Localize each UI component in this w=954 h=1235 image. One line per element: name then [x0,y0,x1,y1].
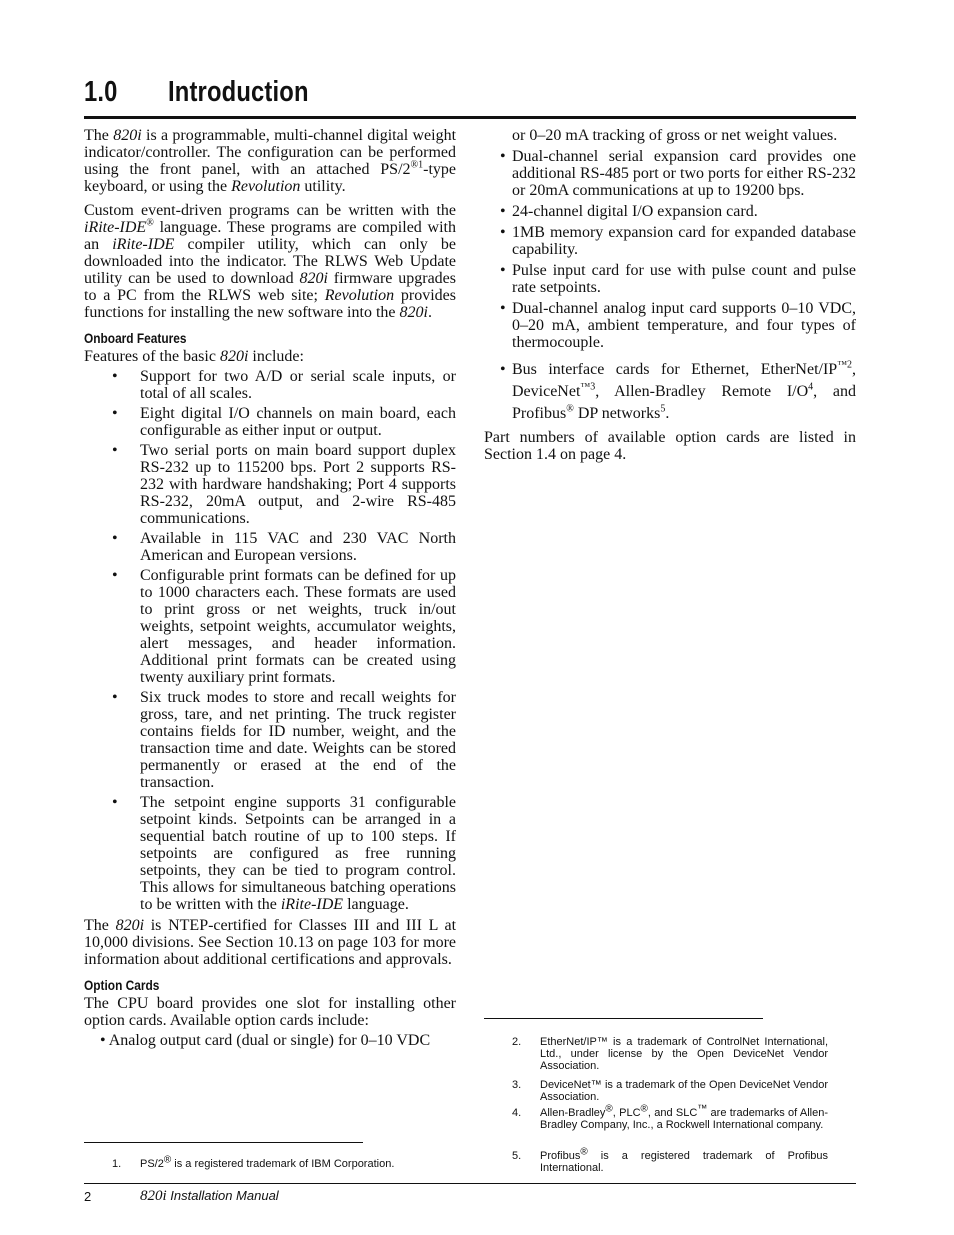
onboard-feature-list [84,368,456,913]
footnote-5: 5. Profibus® is a registered trademark of Profibus International. [512,1146,828,1174]
list-item: • Bus interface cards for Ethernet, EtherNet/$IP^{™2}$, DeviceNet$^{™3}$, Allen-Bradley Remote $I/O^4$, and Profibus® DP networks$^5$. [500,359,856,422]
footnote-2: 2. EtherNet/IP™ is a trademark of ControlNet International, Ltd., under license by the Open DeviceNet Vendor Association. [512,1036,828,1072]
footnote-rule-left [84,1142,363,1143]
page-number: 2 [84,1189,92,1204]
footnote-3: 3. DeviceNet™ is a trademark of the Open DeviceNet Vendor Association. [512,1079,828,1103]
footnote-1: 1. PS/2® is a registered trademark of IBM Corporation. [112,1154,395,1170]
intro-paragraph-1: The 820i is a programmable, multi-channel digital weight indicator/controller. The configuration can be performed using the front panel, with an attached $PS/2^{®1}$-type keyboard, or using the Revolution utility. [84,127,457,195]
analog-output-item-cont: or 0–20 mA tracking of gross or net weight values. [512,127,838,144]
footnote-rule-right [484,1018,763,1019]
list-item: • Two serial ports on main board support duplex RS-232 up to 115200 bps. Port 2 supports RS-232 with hardware handshaking; Port 4 supports RS-232, 20mA output, and 2-wire RS-485 communications. [112,442,456,527]
footer-rule [84,1183,856,1184]
option-card-list [484,148,856,425]
intro-paragraph-2: Custom event-driven programs can be written with the iRite-IDE® language. These programs are compiled with an iRite-IDE compiler utility, which can only be downloaded into the indicator. The RLWS Web Update utility can be used to download 820i firmware upgrades to a PC from the RLWS web site; Revolution provides functions for installing the new software into the 820i. [84,202,456,321]
onboard-lead: Features of the basic 820i include: [84,348,304,365]
right-column [484,127,856,470]
option-cards-lead: The CPU board provides one slot for installing other option cards. Available option cards include: [84,995,456,1029]
footnote-4: 4. Allen-Bradley®, PLC®, and SLC™ are trademarks of Allen-Bradley Company, Inc., a Rockwell International company. [512,1103,828,1131]
list-item: • Configurable print formats can be defined for up to 1000 characters each. These formats are used to print gross or net weights, truck in/out weights, setpoint weights, accumulator weights, alert messages, and header information. Additional print formats can be created using twenty auxiliary print formats. [112,567,456,686]
list-item: • Six truck modes to store and recall weights for gross, tare, and net printing. The truck register contains fields for ID number, weight, and the transaction time and date. Weights can be stored permanently or erased at the end of the transaction. [112,689,456,791]
list-item: • Pulse input card for use with pulse count and pulse rate setpoints. [500,262,856,296]
section-number: 1.0 [84,76,118,108]
list-item: • 1MB memory expansion card for expanded database capability. [500,224,856,258]
part-numbers-paragraph: Part numbers of available option cards are listed in Section 1.4 on page 4. [484,429,856,463]
list-item: • Eight digital I/O channels on main board, each configurable as either input or output. [112,405,456,439]
section-heading [84,72,856,119]
list-item: • Support for two A/D or serial scale inputs, or total of all scales. [112,368,456,402]
list-item: • 24-channel digital I/O expansion card. [500,203,758,220]
manual-title: 820i Installation Manual [140,1188,279,1204]
list-item: • The setpoint engine supports 31 configurable setpoint kinds. Setpoints can be arranged in a sequential batch routine of up to 100 steps. If setpoints are configured as free running setpoints, they can be tied to program control. This allows for simultaneous batching operations to be written with the iRite-IDE language. [112,794,456,913]
ntep-paragraph: The 820i is NTEP-certified for Classes III and III L at 10,000 divisions. See Section 10.13 on page 103 for more information about additional certifications and approvals. [84,917,457,968]
left-column [84,127,456,1056]
list-item: • Available in 115 VAC and 230 VAC North American and European versions. [112,530,456,564]
option-cards-heading: Option Cards [84,977,160,993]
section-title: Introduction [168,76,309,108]
footnote-ref-1: 1 [418,159,424,171]
onboard-features-heading: Onboard Features [84,330,187,346]
analog-output-item: • Analog output card (dual or single) for 0–10 VDC [100,1032,431,1049]
list-item: • Dual-channel serial expansion card provides one additional RS-485 port or two ports for either RS-232 or 20mA communications at up to 19200 bps. [500,148,856,199]
list-item: • Dual-channel analog input card supports 0–10 VDC, 0–20 mA, ambient temperature, and four types of thermocouple. [500,300,856,351]
